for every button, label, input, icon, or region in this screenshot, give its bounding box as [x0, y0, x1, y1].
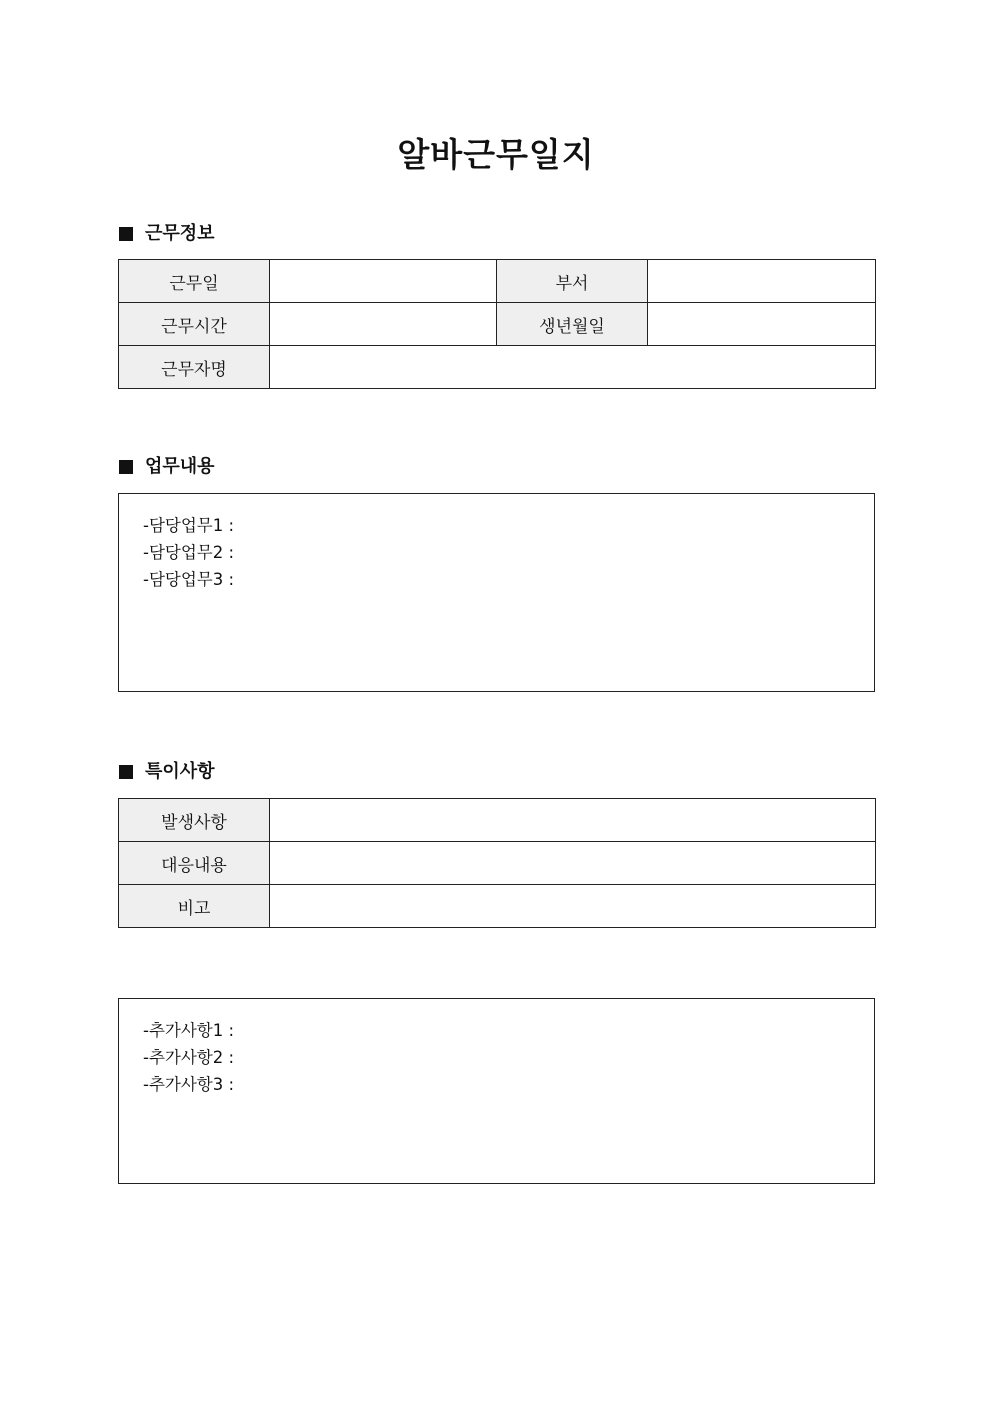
- extra-lines: [143, 1017, 234, 1098]
- table-row: [119, 260, 876, 303]
- work-info-table: [118, 259, 876, 389]
- work-info-heading: [119, 222, 215, 246]
- table-row: [119, 799, 876, 842]
- birthdate-label: 생년월일: [497, 303, 648, 346]
- occurrence-field[interactable]: [270, 799, 876, 842]
- work-hours-field[interactable]: [270, 303, 497, 346]
- notes-heading: [119, 760, 215, 784]
- tasks-box[interactable]: [118, 493, 875, 692]
- square-bullet-icon: [119, 227, 133, 241]
- worker-name-field[interactable]: [270, 346, 876, 389]
- extra-line: -추가사항1 :: [143, 1021, 235, 1040]
- response-field[interactable]: [270, 842, 876, 885]
- task-line: -담당업무1 :: [143, 516, 235, 535]
- birthdate-field[interactable]: [648, 303, 876, 346]
- response-label: 대응내용: [119, 842, 270, 885]
- table-row: [119, 303, 876, 346]
- department-field[interactable]: [648, 260, 876, 303]
- page-title: 알바근무일지: [397, 135, 595, 174]
- tasks-heading-text: 업무내용: [145, 456, 215, 477]
- tasks-heading: [119, 455, 215, 479]
- department-label: 부서: [497, 260, 648, 303]
- table-row: [119, 346, 876, 389]
- remarks-field[interactable]: [270, 885, 876, 928]
- table-row: [119, 885, 876, 928]
- extra-box[interactable]: [118, 998, 875, 1184]
- work-date-field[interactable]: [270, 260, 497, 303]
- square-bullet-icon: [119, 765, 133, 779]
- task-line: -담당업무2 :: [143, 543, 235, 562]
- task-line: -담당업무3 :: [143, 570, 235, 589]
- work-info-heading-text: 근무정보: [145, 223, 215, 244]
- extra-line: -추가사항3 :: [143, 1075, 235, 1094]
- extra-line: -추가사항2 :: [143, 1048, 235, 1067]
- worker-name-label: 근무자명: [119, 346, 270, 389]
- work-hours-label: 근무시간: [119, 303, 270, 346]
- square-bullet-icon: [119, 460, 133, 474]
- work-date-label: 근무일: [119, 260, 270, 303]
- notes-table: [118, 798, 876, 928]
- tasks-lines: [143, 512, 234, 593]
- remarks-label: 비고: [119, 885, 270, 928]
- occurrence-label: 발생사항: [119, 799, 270, 842]
- table-row: [119, 842, 876, 885]
- notes-heading-text: 특이사항: [145, 761, 215, 782]
